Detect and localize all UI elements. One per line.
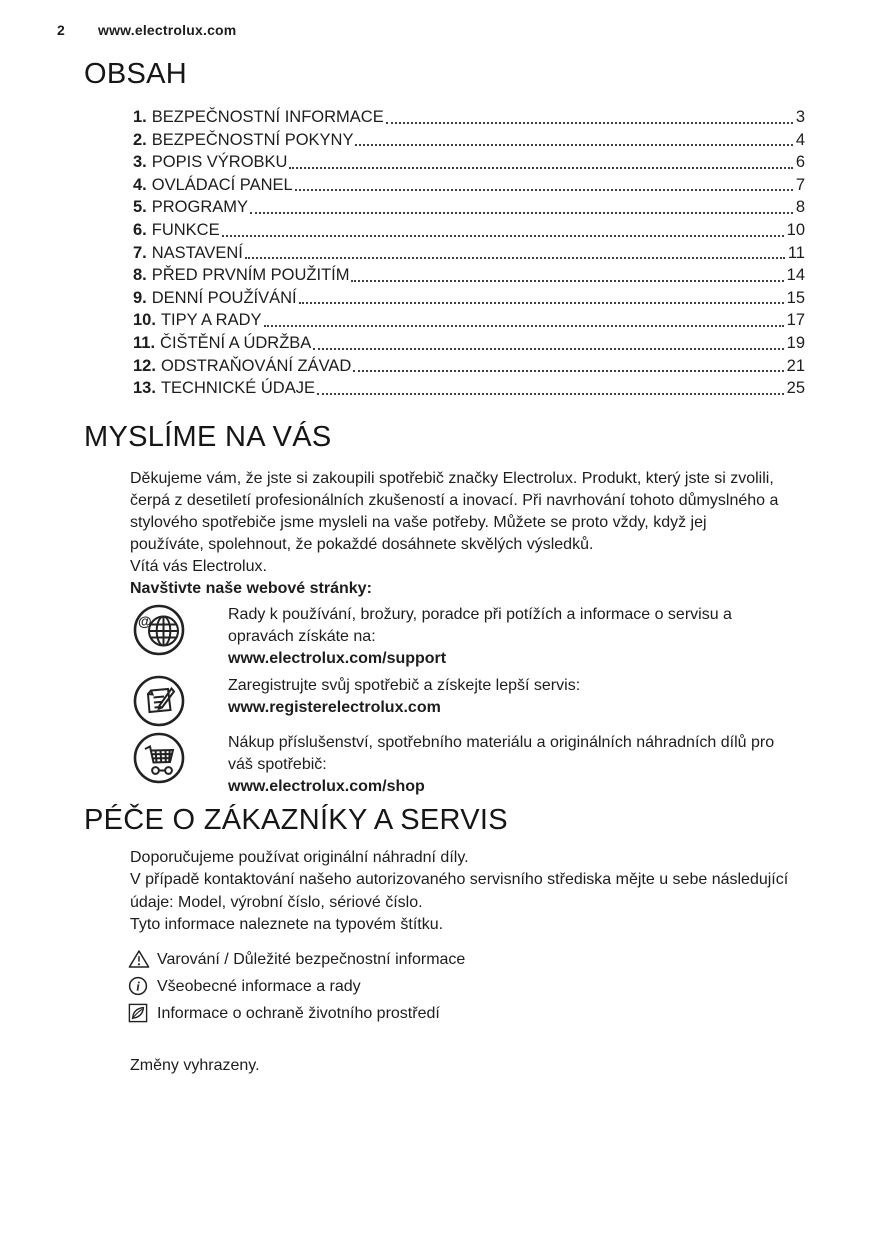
toc-entry-label: NASTAVENÍ [151, 243, 243, 262]
intro-paragraph: Děkujeme vám, že jste si zakoupili spotřebič značky Electrolux. Produkt, který jste si zvolili, čerpá z desetiletí profesionálních zkušeností a inovací. Při navrhování tohoto důmyslného a stylového spotřebiče jsme mysleli na vaše potřeby. Můžete se proto vždy, když jej používáte, spolehnout, že pokaždé dosáhnete skvělých výsledků. [130, 469, 779, 553]
customer-care-block [130, 847, 790, 937]
register-link-row [133, 675, 781, 727]
register-note-pencil-icon [133, 675, 185, 727]
toc-entry[interactable] [133, 196, 805, 219]
support-link-url[interactable]: www.electrolux.com/support [228, 649, 447, 667]
svg-text:@: @ [138, 612, 152, 629]
toc-leader-dots [245, 257, 785, 259]
toc-entry-page: 21 [786, 356, 805, 375]
toc-leader-dots [295, 189, 793, 191]
toc-entry-number: 13. [133, 379, 156, 398]
header-site-url: www.electrolux.com [98, 22, 237, 38]
toc-leader-dots [351, 280, 783, 282]
toc-entry-number: 7. [133, 243, 147, 262]
toc-leader-dots [313, 348, 783, 350]
toc-entry-label: TIPY A RADY [160, 311, 262, 330]
website-links [133, 604, 781, 798]
legend-info-label: Všeobecné informace a rady [157, 977, 361, 995]
warning-triangle-icon [128, 949, 152, 969]
care-line-contact-info: V případě kontaktování našeho autorizovaného servisního střediska mějte u sebe následující údaje: Model, výrobní číslo, sériové číslo. [130, 871, 789, 911]
register-link-desc: Zaregistrujte svůj spotřebič a získejte lepší servis: [228, 676, 581, 694]
symbol-legend [128, 946, 805, 1027]
toc-entry-number: 2. [133, 130, 147, 149]
care-line-rating-plate: Tyto informace naleznete na typovém štítku. [130, 916, 444, 934]
toc-entry-number: 3. [133, 153, 147, 172]
shop-link-row [133, 732, 781, 798]
toc-entry-page: 6 [795, 153, 805, 172]
toc-entry-label: DENNÍ POUŽÍVÁNÍ [151, 288, 297, 307]
shop-link-url[interactable]: www.electrolux.com/shop [228, 777, 425, 795]
customer-care-title: PÉČE O ZÁKAZNÍKY A SERVIS [84, 803, 508, 836]
toc-entry[interactable] [133, 219, 805, 242]
toc-entry[interactable] [133, 174, 805, 197]
toc-title: OBSAH [84, 58, 188, 90]
toc-entry[interactable] [133, 129, 805, 152]
toc-entry-number: 10. [133, 311, 156, 330]
toc-entry-page: 14 [786, 266, 805, 285]
toc-entry-number: 9. [133, 288, 147, 307]
welcome-line: Vítá vás Electrolux. [130, 557, 267, 575]
toc-entry-label: PROGRAMY [151, 198, 249, 217]
support-link-desc: Rady k používání, brožury, poradce při potížích a informace o servisu a opravách získáte na: [228, 605, 732, 645]
toc-entry-page: 17 [786, 311, 805, 330]
toc-entry-number: 8. [133, 266, 147, 285]
toc-entry-page: 8 [795, 198, 805, 217]
toc-entry-label: OVLÁDACÍ PANEL [151, 175, 293, 194]
register-link-text [228, 675, 580, 719]
toc-leader-dots [386, 122, 793, 124]
toc-leader-dots [250, 212, 793, 214]
toc-entry-number: 5. [133, 198, 147, 217]
toc-leader-dots [289, 167, 792, 169]
toc-entry-label: BEZPEČNOSTNÍ POKYNY [151, 130, 354, 149]
toc-entry[interactable] [133, 287, 805, 310]
page-number: 2 [57, 22, 65, 38]
toc-entry-page: 11 [787, 243, 805, 262]
toc-entry-label: PŘED PRVNÍM POUŽITÍM [151, 266, 350, 285]
shopping-cart-icon [133, 732, 185, 784]
toc-entry-page: 19 [786, 333, 805, 352]
toc-leader-dots [317, 393, 784, 395]
legend-environment-label: Informace o ochraně životního prostředí [157, 1004, 440, 1022]
toc-leader-dots [222, 235, 784, 237]
toc-leader-dots [299, 302, 784, 304]
toc-entry-page: 3 [795, 108, 805, 126]
toc-entry[interactable] [133, 377, 805, 400]
toc-leader-dots [355, 144, 792, 146]
care-line-spare-parts: Doporučujeme používat originální náhradní díly. [130, 848, 469, 866]
intro-block [130, 468, 782, 600]
toc-entry-label: FUNKCE [151, 220, 220, 239]
toc-entry-page: 4 [795, 130, 805, 149]
toc-entry-number: 11. [133, 333, 156, 352]
toc-entry-number: 6. [133, 220, 147, 239]
info-circle-icon [128, 976, 152, 996]
we-think-of-you-title: MYSLÍME NA VÁS [84, 420, 332, 453]
toc-leader-dots [353, 370, 783, 372]
changes-reserved-note: Změny vyhrazeny. [130, 1056, 260, 1074]
toc-entry-number: 12. [133, 356, 156, 375]
toc-entry[interactable] [133, 332, 805, 355]
toc-entry[interactable] [133, 309, 805, 332]
toc-entry-page: 10 [786, 220, 805, 239]
toc-entry-number: 4. [133, 175, 147, 194]
toc-entry[interactable] [133, 106, 805, 129]
environment-leaf-icon [128, 1003, 152, 1023]
shop-link-desc: Nákup příslušenství, spotřebního materiálu a originálních náhradních dílů pro váš spotřebič: [228, 733, 775, 773]
visit-sites-line: Navštivte naše webové stránky: [130, 579, 372, 597]
support-link-text [228, 604, 781, 670]
toc-entry-number: 1. [133, 108, 147, 126]
legend-info-row [128, 973, 805, 1000]
toc-entry-label: BEZPEČNOSTNÍ INFORMACE [151, 108, 384, 126]
toc-entry-label: TECHNICKÉ ÚDAJE [160, 379, 315, 398]
toc-entry-page: 7 [795, 175, 805, 194]
svg-text:i: i [136, 978, 140, 994]
toc-entry-label: ČIŠTĚNÍ A ÚDRŽBA [160, 333, 312, 352]
support-link-row [133, 604, 781, 670]
toc-entry[interactable] [133, 151, 805, 174]
toc-entry-page: 15 [786, 288, 805, 307]
toc-entry[interactable] [133, 264, 805, 287]
globe-at-icon [133, 604, 185, 656]
legend-environment-row [128, 1000, 805, 1027]
toc-entry-label: ODSTRAŇOVÁNÍ ZÁVAD [160, 356, 352, 375]
toc-entry[interactable] [133, 242, 805, 265]
toc-entry-label: POPIS VÝROBKU [151, 153, 288, 172]
toc-leader-dots [264, 325, 784, 327]
register-link-url[interactable]: www.registerelectrolux.com [228, 698, 441, 716]
table-of-contents [133, 106, 805, 400]
legend-warning-row [128, 946, 805, 973]
legend-warning-label: Varování / Důležité bezpečnostní informace [157, 950, 466, 968]
shop-link-text [228, 732, 781, 798]
page-header [57, 22, 805, 38]
toc-entry[interactable] [133, 355, 805, 378]
toc-entry-page: 25 [786, 379, 805, 398]
